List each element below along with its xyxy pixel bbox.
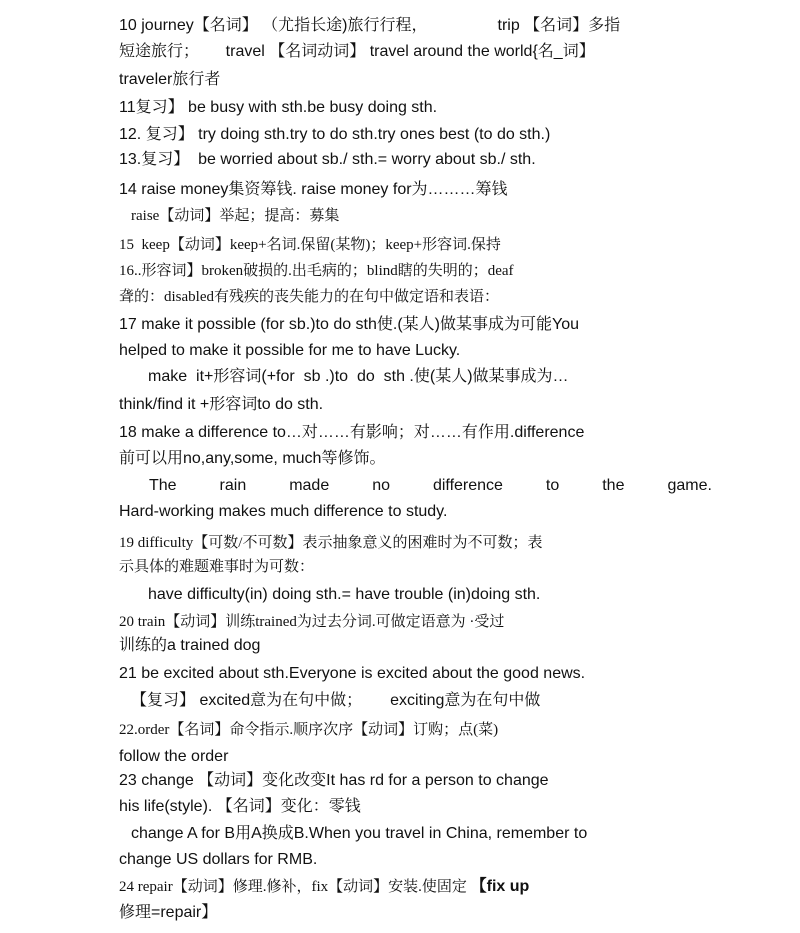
note-line-21: 示具体的难题难事时为可数： <box>119 559 315 575</box>
note-line-15: think/find it +形容词to do sth. <box>119 396 324 413</box>
word: no <box>372 477 390 494</box>
note-line-32: change US dollars for RMB. <box>119 851 318 868</box>
note-line-26-part2: exciting意为在句中做 <box>390 692 541 709</box>
note-line-12: 17 make it possible (for sb.)to do sth使.(某人)做某事成为可能You <box>119 316 580 333</box>
note-line-28: follow the order <box>119 748 229 765</box>
word: difference <box>432 477 503 494</box>
note-line-1-main: 10 journey【名词】 （尤指长途)旅行行程， <box>119 17 428 34</box>
note-line-33-main: 24 repair【动词】修理.修补，fix【动词】安装.使固定 <box>119 879 467 895</box>
note-line-29: 23 change 【动词】变化改变It has rd for a person to change <box>119 772 549 789</box>
note-line-9: 15 keep【动词】keep+名词.保留(某物)；keep+形容词.保持 <box>119 237 501 253</box>
note-line-25: 21 be excited about sth.Everyone is excited about the good news. <box>119 665 586 682</box>
note-line-10: 16..形容词】broken破损的.出毛病的；blind瞎的失明的；deaf <box>119 263 514 279</box>
note-line-11: 聋的：disabled有残疾的丧失能力的在句中做定语和表语： <box>119 289 499 305</box>
word: rain <box>219 477 247 494</box>
note-line-8: raise【动词】举起；提高：募集 <box>131 208 340 224</box>
note-line-1-tail: trip 【名词】多指 <box>497 17 621 34</box>
note-line-33 <box>119 877 529 897</box>
note-line-24: 训练的a trained dog <box>119 637 261 654</box>
word: made <box>289 477 330 494</box>
note-line-14: make it+形容词(+for sb .)to do sth .使(某人)做某事成为… <box>148 368 569 385</box>
word: game. <box>667 477 712 494</box>
note-line-3: traveler旅行者 <box>119 71 221 88</box>
word: to <box>545 477 560 494</box>
note-line-13: helped to make it possible for me to have Lucky. <box>119 342 461 359</box>
note-line-30: his life(style). 【名词】变化：零钱 <box>119 798 361 815</box>
note-line-18-justified <box>149 476 712 496</box>
note-line-2: 短途旅行； travel 【名词动词】 travel around the world{名_词】 <box>119 43 595 60</box>
note-line-34: 修理=repair】 <box>119 904 218 921</box>
word: the <box>602 477 625 494</box>
note-line-23: 20 train【动词】训练trained为过去分词.可做定语意为 ·受过 <box>119 614 505 630</box>
word: The <box>149 477 177 494</box>
note-line-19: Hard-working makes much difference to study. <box>119 503 448 520</box>
note-line-31: change A for B用A换成B.When you travel in China, remember to <box>131 825 588 842</box>
note-line-17: 前可以用no,any,some, much等修饰。 <box>119 450 386 467</box>
note-line-33-bold: 【fix up <box>470 878 530 895</box>
note-line-26 <box>131 691 540 711</box>
note-line-20: 19 difficulty【可数/不可数】表示抽象意义的困难时为不可数；表 <box>119 535 543 551</box>
note-line-16: 18 make a difference to…对……有影响；对……有作用.difference <box>119 424 585 441</box>
note-line-5: 12. 复习】 try doing sth.try to do sth.try ones best (to do sth.) <box>119 126 551 143</box>
note-line-26-part1: 【复习】 excited意为在句中做； <box>131 692 363 709</box>
note-line-1 <box>119 16 620 36</box>
note-line-27: 22.order【名词】命令指示.顺序次序【动词】订购；点(菜) <box>119 722 499 738</box>
note-line-22: have difficulty(in) doing sth.= have trouble (in)doing sth. <box>148 586 541 603</box>
note-line-6: 13.复习】 be worried about sb./ sth.= worry about sb./ sth. <box>119 151 536 168</box>
note-line-4: 11复习】 be busy with sth.be busy doing sth. <box>119 99 438 116</box>
note-line-7: 14 raise money集资筹钱. raise money for为………筹钱 <box>119 181 508 198</box>
